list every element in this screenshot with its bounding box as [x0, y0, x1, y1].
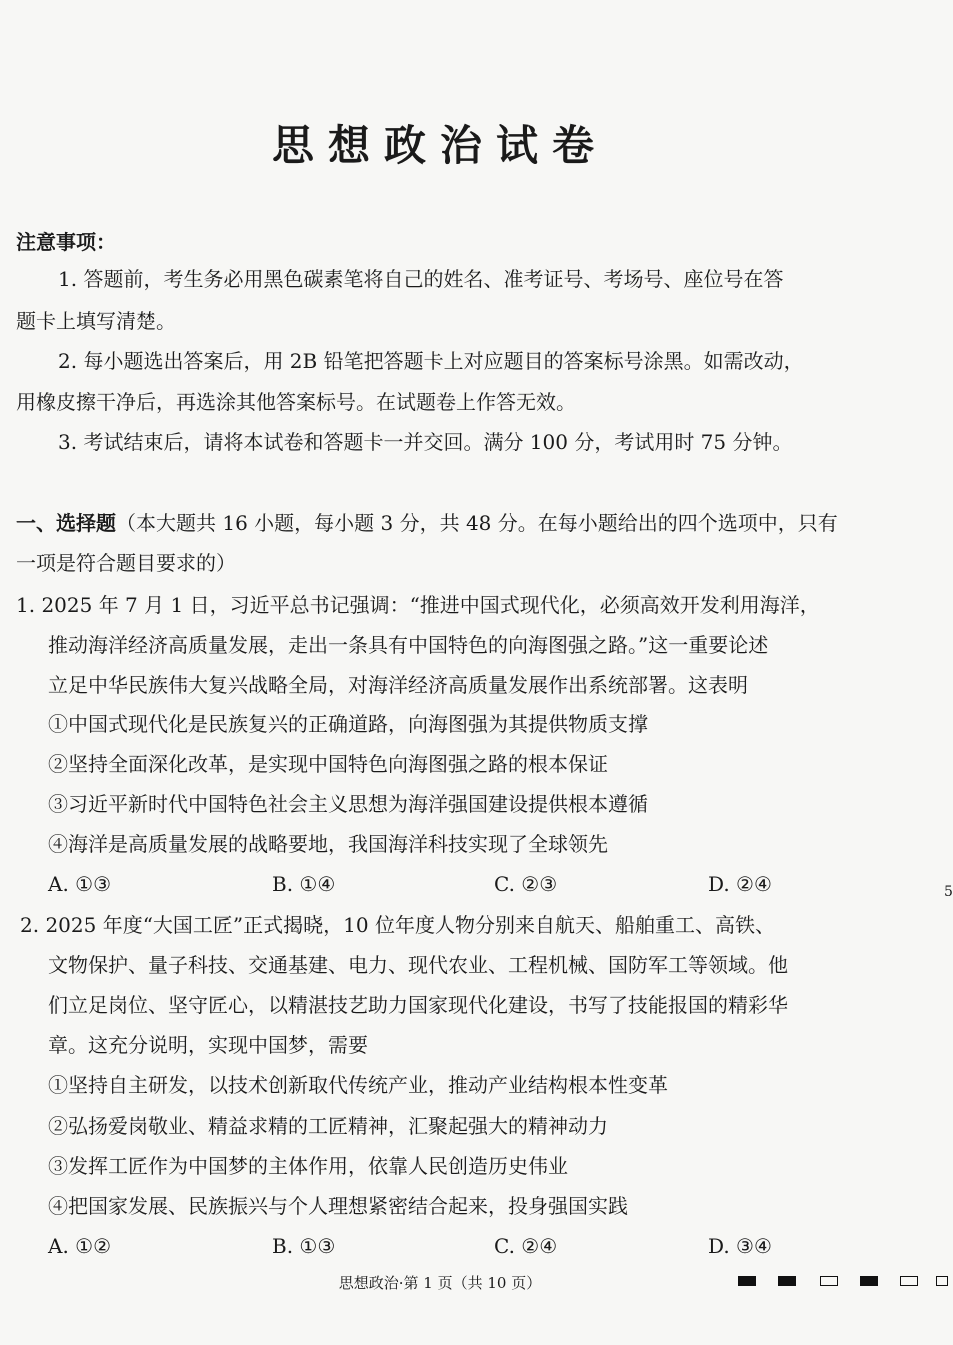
- option-a[interactable]: A. ①②: [48, 1234, 112, 1258]
- scan-mark-filled: [738, 1276, 756, 1286]
- notice-line: 用橡皮擦干净后，再选涂其他答案标号。在试题卷上作答无效。: [16, 390, 576, 414]
- option-d[interactable]: D. ②④: [708, 872, 772, 896]
- option-b[interactable]: B. ①③: [272, 1234, 336, 1258]
- section-desc: （本大题共 16 小题，每小题 3 分，共 48 分。在每小题给出的四个选项中，只有: [116, 511, 838, 535]
- section-desc: 一项是符合题目要求的）: [16, 551, 236, 575]
- question-1-stem: 立足中华民族伟大复兴战略全局，对海洋经济高质量发展作出系统部署。这表明: [48, 673, 748, 697]
- notice-line: 1. 答题前，考生务必用黑色碳素笔将自己的姓名、准考证号、考场号、座位号在答: [58, 267, 784, 291]
- notice-heading: 注意事项：: [16, 230, 116, 254]
- question-1-statement: ②坚持全面深化改革，是实现中国特色向海图强之路的根本保证: [48, 752, 608, 776]
- question-2-statement: ④把国家发展、民族振兴与个人理想紧密结合起来，投身强国实践: [48, 1194, 628, 1218]
- scan-mark-empty: [820, 1276, 838, 1286]
- question-1-statement: ①中国式现代化是民族复兴的正确道路，向海图强为其提供物质支撑: [48, 712, 648, 736]
- question-1-stem: 1. 2025 年 7 月 1 日，习近平总书记强调：“推进中国式现代化，必须高效开发利用海洋，: [16, 593, 820, 617]
- question-2-stem: 2. 2025 年度“大国工匠”正式揭晓，10 位年度人物分别来自航天、船舶重工、高铁、: [20, 913, 775, 937]
- scan-mark-filled: [778, 1276, 796, 1286]
- scan-mark-filled: [860, 1276, 878, 1286]
- edge-glyph: 5: [944, 884, 953, 900]
- question-2-statement: ②弘扬爱岗敬业、精益求精的工匠精神，汇聚起强大的精神动力: [48, 1114, 608, 1138]
- notice-line: 3. 考试结束后，请将本试卷和答题卡一并交回。满分 100 分，考试用时 75 分钟。: [58, 430, 793, 454]
- option-c[interactable]: C. ②③: [494, 872, 558, 896]
- option-b[interactable]: B. ①④: [272, 872, 336, 896]
- question-1-statement: ③习近平新时代中国特色社会主义思想为海洋强国建设提供根本遵循: [48, 792, 648, 816]
- page-footer: 思想政治·第 1 页（共 10 页）: [338, 1274, 542, 1292]
- question-1-stem: 推动海洋经济高质量发展，走出一条具有中国特色的向海图强之路。”这一重要论述: [48, 633, 769, 657]
- section-heading-line: [16, 509, 838, 537]
- option-d[interactable]: D. ③④: [708, 1234, 772, 1258]
- scan-mark-empty: [936, 1276, 948, 1286]
- option-c[interactable]: C. ②④: [494, 1234, 558, 1258]
- question-2-stem: 章。这充分说明，实现中国梦，需要: [48, 1033, 368, 1057]
- question-2-stem: 文物保护、量子科技、交通基建、电力、现代农业、工程机械、国防军工等领域。他: [48, 953, 788, 977]
- page-title: 思想政治试卷: [271, 121, 608, 170]
- section-heading: 一、选择题: [16, 511, 116, 535]
- question-2-stem: 们立足岗位、坚守匠心，以精湛技艺助力国家现代化建设，书写了技能报国的精彩华: [48, 993, 788, 1017]
- option-a[interactable]: A. ①③: [48, 872, 112, 896]
- question-2-statement: ③发挥工匠作为中国梦的主体作用，依靠人民创造历史伟业: [48, 1154, 568, 1178]
- scan-mark-empty: [900, 1276, 918, 1286]
- question-1-statement: ④海洋是高质量发展的战略要地，我国海洋科技实现了全球领先: [48, 832, 608, 856]
- notice-line: 题卡上填写清楚。: [16, 309, 176, 333]
- question-2-statement: ①坚持自主研发，以技术创新取代传统产业，推动产业结构根本性变革: [48, 1073, 668, 1097]
- notice-line: 2. 每小题选出答案后，用 2B 铅笔把答题卡上对应题目的答案标号涂黑。如需改动，: [58, 349, 804, 373]
